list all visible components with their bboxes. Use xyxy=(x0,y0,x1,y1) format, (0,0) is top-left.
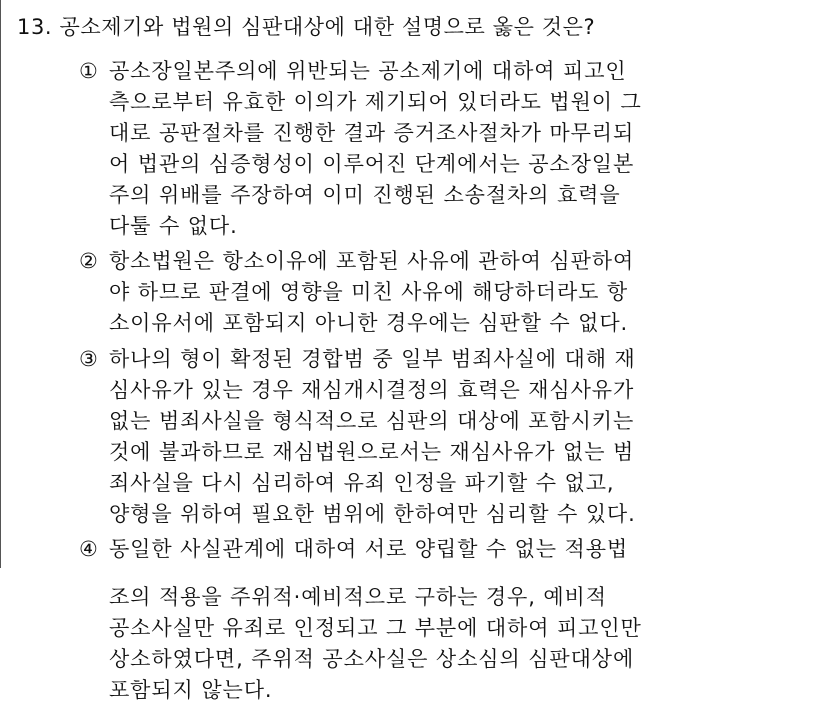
option-1-line: 어 법관의 심증형성이 이루어진 단계에서는 공소장일본 xyxy=(109,152,635,176)
option-4-line: 공소사실만 유죄로 인정되고 그 부분에 대하여 피고인만 xyxy=(109,616,642,640)
option-1-line: 공소장일본주의에 위반되는 공소제기에 대하여 피고인 xyxy=(109,59,627,83)
option-3-line: 죄사실을 다시 심리하여 유죄 인정을 파기할 수 없고, xyxy=(109,471,615,495)
option-1-line: 측으로부터 유효한 이의가 제기되어 있더라도 법원이 그 xyxy=(109,90,642,114)
option-1-line: 대로 공판절차를 진행한 결과 증거조사절차가 마무리되 xyxy=(109,121,635,145)
option-1-line: 다툴 수 없다. xyxy=(109,214,238,238)
option-marker-3: ③ xyxy=(79,347,98,371)
option-3-line: 없는 범죄사실을 형식적으로 심판의 대상에 포함시키는 xyxy=(109,409,635,433)
page-left-border xyxy=(0,0,1,568)
question-number: 13. xyxy=(17,15,53,39)
question-title xyxy=(17,11,595,41)
option-marker-1: ① xyxy=(79,59,98,83)
option-3-line: 하나의 형이 확정된 경합범 중 일부 범죄사실에 대해 재 xyxy=(109,347,636,371)
option-3-line: 양형을 위하여 필요한 범위에 한하여만 심리할 수 있다. xyxy=(109,502,636,526)
option-2-line: 항소법원은 항소이유에 포함된 사유에 관하여 심판하여 xyxy=(109,249,635,273)
option-4-line: 포함되지 않는다. xyxy=(109,678,273,702)
option-3-line: 것에 불과하므로 재심법원으로서는 재심사유가 없는 범 xyxy=(109,440,635,464)
option-4-line: 상소하였다면, 주위적 공소사실은 상소심의 심판대상에 xyxy=(109,647,635,671)
option-marker-4: ④ xyxy=(79,537,98,561)
option-3-line: 심사유가 있는 경우 재심개시결정의 효력은 재심사유가 xyxy=(109,378,635,402)
option-4-line: 조의 적용을 주위적·예비적으로 구하는 경우, 예비적 xyxy=(109,585,607,609)
question-text: 공소제기와 법원의 심판대상에 대한 설명으로 옳은 것은? xyxy=(59,15,596,39)
option-2-line: 야 하므로 판결에 영향을 미친 사유에 해당하더라도 항 xyxy=(109,280,629,304)
option-2-line: 소이유서에 포함되지 아니한 경우에는 심판할 수 없다. xyxy=(109,311,629,335)
option-1-line: 주의 위배를 주장하여 이미 진행된 소송절차의 효력을 xyxy=(109,183,621,207)
option-marker-2: ② xyxy=(79,249,98,273)
option-4-line: 동일한 사실관계에 대하여 서로 양립할 수 없는 적용법 xyxy=(109,537,629,561)
